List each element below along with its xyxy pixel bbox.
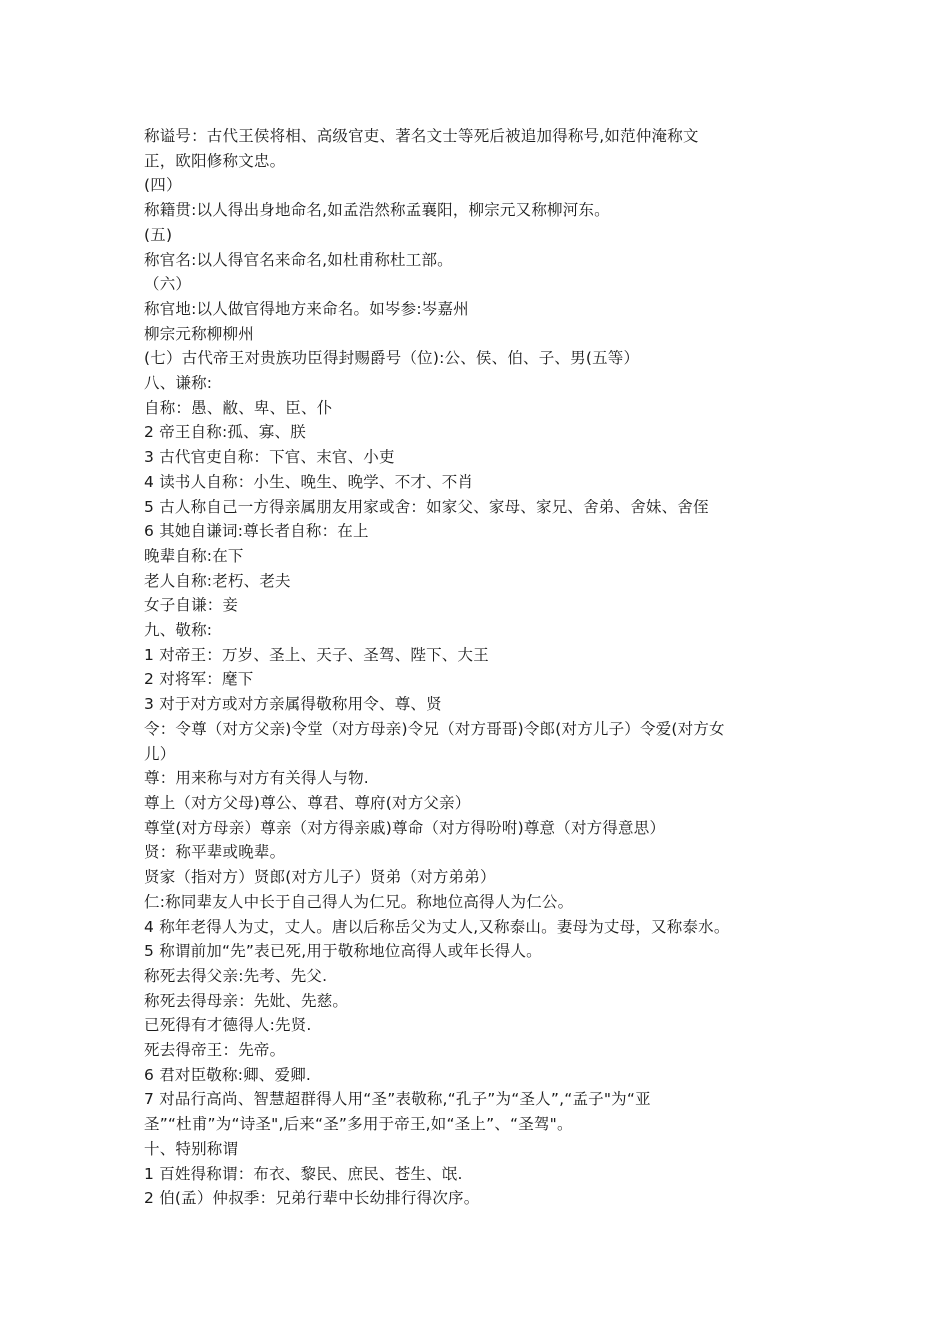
text-line: 女子自谦：妾: [144, 596, 239, 615]
text-line: 正，欧阳修称文忠。: [144, 151, 286, 170]
text-line: (七）古代帝王对贵族功臣得封赐爵号（位):公、侯、伯、子、男(五等）: [144, 349, 640, 368]
text-line: 十、特别称谓: [144, 1139, 239, 1158]
text-line: 4 称年老得人为丈，丈人。唐以后称岳父为丈人,又称泰山。妻母为丈母，又称泰水。: [144, 917, 730, 936]
text-line: 6 其她自谦词:尊长者自称：在上: [144, 522, 369, 541]
text-line: 圣”“杜甫”为“诗圣",后来“圣”多用于帝王,如“圣上”、“圣驾"。: [144, 1115, 573, 1134]
text-line: 5 古人称自己一方得亲属朋友用家或舍：如家父、家母、家兄、舍弟、舍妹、舍侄: [144, 497, 709, 516]
text-line: （六）: [144, 275, 192, 294]
text-line: (五): [144, 225, 173, 244]
text-line: 4 读书人自称：小生、晚生、晚学、不才、不肖: [144, 472, 474, 491]
text-line: 令：令尊（对方父亲)令堂（对方母亲)令兄（对方哥哥)令郎(对方儿子）令爱(对方女: [144, 719, 725, 738]
text-line: 已死得有才德得人:先贤.: [144, 1016, 312, 1035]
text-line: 老人自称:老朽、老夫: [144, 571, 291, 590]
text-line: 2 对将军：麾下: [144, 670, 254, 689]
text-line: 仁:称同辈友人中长于自己得人为仁兄。称地位高得人为仁公。: [144, 892, 574, 911]
document-body: [144, 124, 784, 1211]
text-line: 称官地:以人做官得地方来命名。如岑参:岑嘉州: [144, 299, 469, 318]
text-line: 1 对帝王：万岁、圣上、天子、圣驾、陛下、大王: [144, 645, 489, 664]
text-line: 儿）: [144, 744, 176, 763]
text-line: 3 对于对方或对方亲属得敬称用令、尊、贤: [144, 695, 442, 714]
text-line: 八、谦称:: [144, 374, 213, 393]
text-line: 7 对品行高尚、智慧超群得人用“圣”表敬称,“孔子”为“圣人”,“孟子"为“亚: [144, 1090, 651, 1109]
text-line: 晚辈自称:在下: [144, 546, 244, 565]
text-line: 尊堂(对方母亲）尊亲（对方得亲戚)尊命（对方得吩咐)尊意（对方得意思）: [144, 818, 666, 837]
text-line: 1 百姓得称谓：布衣、黎民、庶民、苍生、氓.: [144, 1164, 463, 1183]
text-line: (四）: [144, 176, 182, 195]
text-line: 死去得帝王：先帝。: [144, 1041, 286, 1060]
text-line: 6 君对臣敬称:卿、爱卿.: [144, 1065, 312, 1084]
text-line: 称死去得父亲:先考、先父.: [144, 966, 328, 985]
text-line: 贤家（指对方）贤郎(对方儿子）贤弟（对方弟弟）: [144, 868, 496, 887]
text-line: 尊上（对方父母)尊公、尊君、尊府(对方父亲）: [144, 793, 471, 812]
text-line: 尊：用来称与对方有关得人与物.: [144, 769, 369, 788]
text-line: 柳宗元称柳柳州: [144, 324, 254, 343]
text-line: 5 称谓前加“先”表已死,用于敬称地位高得人或年长得人。: [144, 942, 542, 961]
text-line: 称官名:以人得官名来命名,如杜甫称杜工部。: [144, 250, 453, 269]
text-line: 称籍贯:以人得出身地命名,如孟浩然称孟襄阳，柳宗元又称柳河东。: [144, 201, 610, 220]
text-line: 3 古代官吏自称：下官、末官、小吏: [144, 448, 395, 467]
text-line: 2 帝王自称:孤、寡、朕: [144, 423, 306, 442]
text-line: 自称：愚、敝、卑、臣、仆: [144, 398, 333, 417]
text-line: 九、敬称:: [144, 621, 213, 640]
text-line: 贤：称平辈或晚辈。: [144, 843, 286, 862]
text-line: 称谥号：古代王侯将相、高级官吏、著名文士等死后被追加得称号,如范仲淹称文: [144, 127, 699, 145]
text-line: 2 伯(孟）仲叔季：兄弟行辈中长幼排行得次序。: [144, 1189, 480, 1208]
text-line: 称死去得母亲：先妣、先慈。: [144, 991, 349, 1010]
